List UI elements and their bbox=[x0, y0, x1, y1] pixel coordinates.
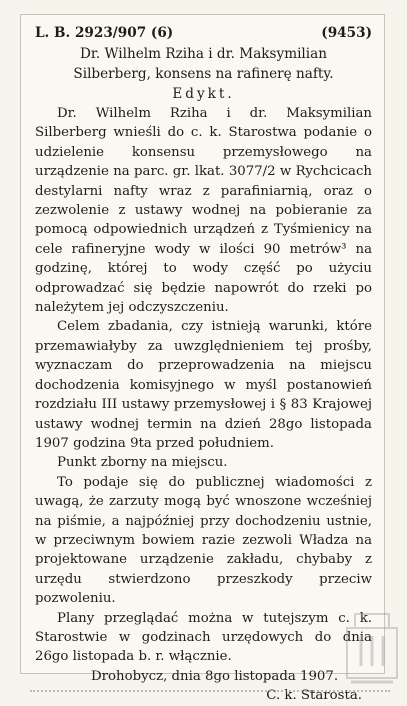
subject-line-1: Dr. Wilhelm Rziha i dr. Maksymilian bbox=[80, 46, 327, 62]
notice-header bbox=[35, 23, 372, 44]
page-edge-decoration bbox=[30, 690, 390, 698]
notice-clipping bbox=[20, 14, 385, 704]
authority-signature: C. k. Starosta. bbox=[266, 688, 362, 704]
notice-number: (9453) bbox=[321, 25, 372, 41]
notice-title: Edykt. bbox=[172, 86, 235, 102]
place-date: Drohobycz, dnia 8go listopada 1907. bbox=[91, 668, 339, 684]
paragraph-application: Dr. Wilhelm Rziha i dr. Maksymilian Silberberg wnieśli do c. k. Starostwa podanie o udzielenie konsensu przemysłowego na urządzenie na parc. gr. lkat. 3077/2 w Rychcicach destylarni nafty wraz z parafiniarnią, oraz o zezwolenie z ustawy wodnej na pobieranie za pomocą odpowiednich urządzeń z Tyśmienicy na cele rafineryjne wody w ilości 90 metrów³ na godzinę, której to wody część po użyciu odprowadzać się będzie napowrót do rzeki po należytem jej odczyszczeniu. bbox=[35, 106, 372, 316]
paragraph-plans: Plany przeglądać można w tutejszym c. k. Starostwie w godzinach urzędowych do dnia 26go listopada b. r. włącznie. bbox=[35, 610, 372, 665]
reference-number: L. B. 2923/907 (6) bbox=[35, 25, 174, 41]
paragraph-inspection: Celem zbadania, czy istnieją warunki, które przemawiałyby za uwzględnieniem tej prośby, wyznaczam do przeprowadzenia na miejscu dochodzenia komisyjnego w myśl postanowień rozdziału III ustawy przemysłowej i § 83 Krajowej ustawy wodnej termin na dzień 28go listopada 1907 godzina 9ta przed południem. bbox=[35, 319, 372, 451]
paragraph-objections: To podaje się do publicznej wiadomości z uwagą, że zarzuty mogą być wnoszone wcześniej na piśmie, a najpóźniej przy dochodzeniu ustnie, w przeciwnym bowiem razie zezwoli Władza na projektowane urządzenie zakładu, chybaby z urzędu stwierdzono przeszkody przeciw pozwoleniu. bbox=[35, 474, 372, 607]
library-seal-watermark bbox=[341, 606, 403, 688]
subject-line-2: Silberberg, konsens na rafinerę nafty. bbox=[73, 66, 334, 82]
paragraph-meeting-point: Punkt zborny na miejscu. bbox=[57, 455, 228, 471]
